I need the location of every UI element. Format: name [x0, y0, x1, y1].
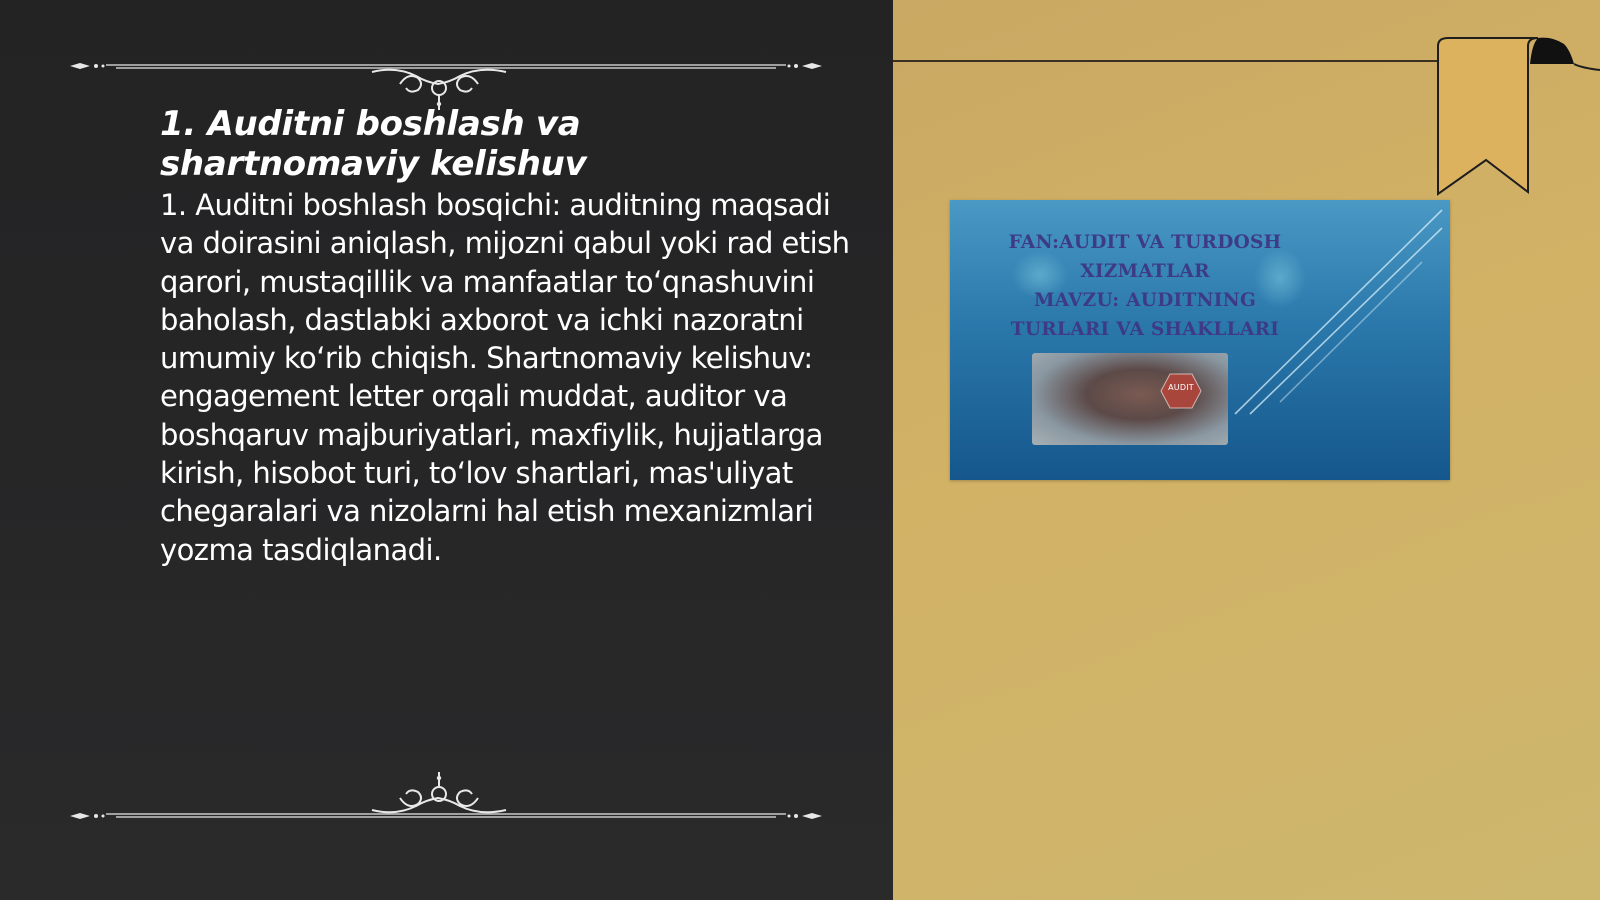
audit-photo	[1032, 353, 1228, 445]
slide-title: 1. Auditni boshlash va shartnomaviy kelishuv	[160, 104, 587, 184]
thumbnail-title	[980, 228, 1310, 344]
bottom-flourish-divider-icon	[66, 770, 826, 830]
bookmark-ribbon-icon	[1430, 34, 1600, 204]
audit-photo-label: AUDIT	[1168, 383, 1194, 392]
thumbnail-title-line: FAN:AUDIT VA TURDOSH	[1008, 232, 1282, 253]
thumbnail-title-line: XIZMATLAR	[1080, 261, 1210, 282]
title-slide-thumbnail	[950, 200, 1450, 480]
thumbnail-title-line: TURLARI VA SHAKLLARI	[1010, 319, 1280, 340]
slide-body-text: 1. Auditni boshlash bosqichi: auditning maqsadi va doirasini aniqlash, mijozni qabul yoki rad etish qarori, mustaqillik va manfaatlar to‘qnashuvini baholash, dastlabki axborot va ichki nazoratni umumiy ko‘rib chiqish. Shartnomaviy kelishuv: engagement letter orqali muddat, auditor va boshqaruv majburiyatlari, maxfiylik, hujjatlarga kirish, hisobot turi, to‘lov shartlari, mas'uliyat chegaralari va nizolarni hal etish mexanizmlari yozma tasdiqlanadi.	[160, 188, 850, 567]
top-flourish-divider-icon	[66, 52, 826, 112]
divider-line	[893, 60, 1438, 62]
thumbnail-title-line: MAVZU: AUDITNING	[1033, 290, 1257, 311]
